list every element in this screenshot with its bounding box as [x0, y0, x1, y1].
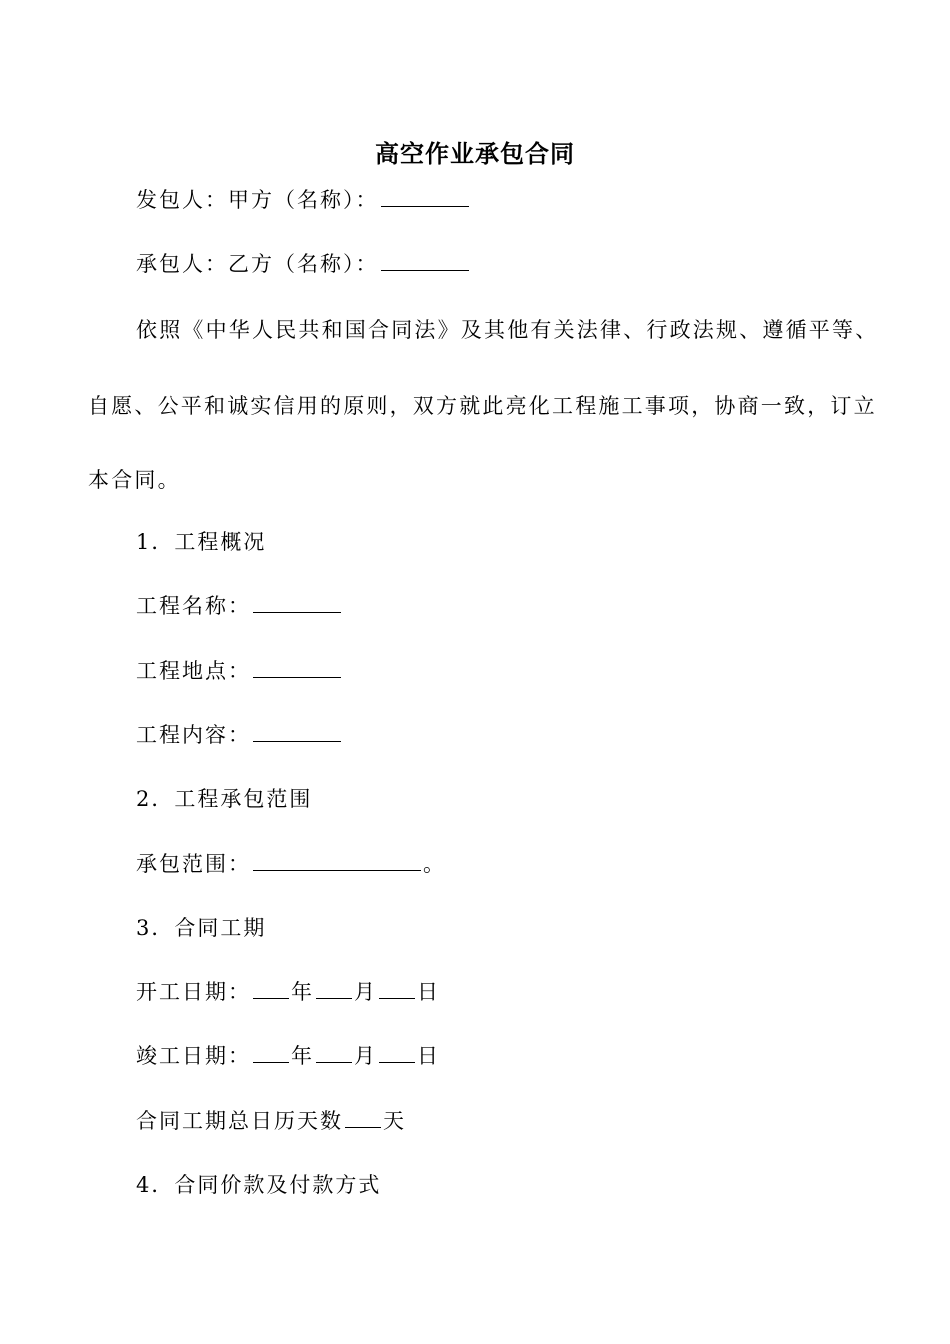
intro-line-1: 依照《中华人民共和国合同法》及其他有关法律、行政法规、遵循平等、: [136, 318, 879, 342]
start-date-label: 开工日期：: [136, 980, 251, 1004]
document-title: 高空作业承包合同: [375, 139, 575, 168]
section-1-heading: 1．工程概况: [136, 530, 267, 554]
intro-line-2: 自愿、公平和诚实信用的原则，双方就此亮化工程施工事项，协商一致，订立: [88, 394, 877, 418]
project-location-blank: [253, 657, 341, 678]
total-days-blank: [345, 1107, 381, 1128]
party-b-label: 承包人：乙方（名称）：: [136, 252, 379, 276]
end-date-label: 竣工日期：: [136, 1044, 251, 1068]
total-days-line: [136, 1107, 406, 1135]
end-day-unit: 日: [417, 1044, 440, 1068]
party-a-blank: [381, 186, 469, 207]
project-content-line: [136, 721, 343, 749]
section-4-heading: 4．合同价款及付款方式: [136, 1173, 382, 1197]
end-date-line: [136, 1042, 440, 1070]
start-year-unit: 年: [291, 980, 314, 1004]
start-day-unit: 日: [417, 980, 440, 1004]
start-month-blank: [316, 978, 352, 999]
total-days-unit: 天: [383, 1109, 406, 1133]
intro-line-3: 本合同。: [88, 468, 181, 492]
project-location-label: 工程地点：: [136, 659, 251, 683]
start-date-line: [136, 978, 440, 1006]
party-b-blank: [381, 250, 469, 271]
start-day-blank: [379, 978, 415, 999]
start-year-blank: [253, 978, 289, 999]
project-content-blank: [253, 721, 341, 742]
section-2-heading: 2．工程承包范围: [136, 787, 313, 811]
total-days-label: 合同工期总日历天数: [136, 1109, 343, 1133]
scope-label: 承包范围：: [136, 852, 251, 876]
scope-line: [136, 850, 446, 878]
scope-blank: [253, 850, 421, 871]
project-location-line: [136, 657, 343, 685]
party-b-line: [136, 250, 471, 278]
project-name-blank: [253, 592, 341, 613]
scope-end: 。: [423, 852, 446, 876]
end-month-unit: 月: [354, 1044, 377, 1068]
end-year-blank: [253, 1042, 289, 1063]
party-a-label: 发包人：甲方（名称）：: [136, 188, 379, 212]
start-month-unit: 月: [354, 980, 377, 1004]
party-a-line: [136, 186, 471, 214]
end-day-blank: [379, 1042, 415, 1063]
project-name-line: [136, 592, 343, 620]
end-month-blank: [316, 1042, 352, 1063]
project-name-label: 工程名称：: [136, 594, 251, 618]
project-content-label: 工程内容：: [136, 723, 251, 747]
end-year-unit: 年: [291, 1044, 314, 1068]
section-3-heading: 3．合同工期: [136, 916, 267, 940]
